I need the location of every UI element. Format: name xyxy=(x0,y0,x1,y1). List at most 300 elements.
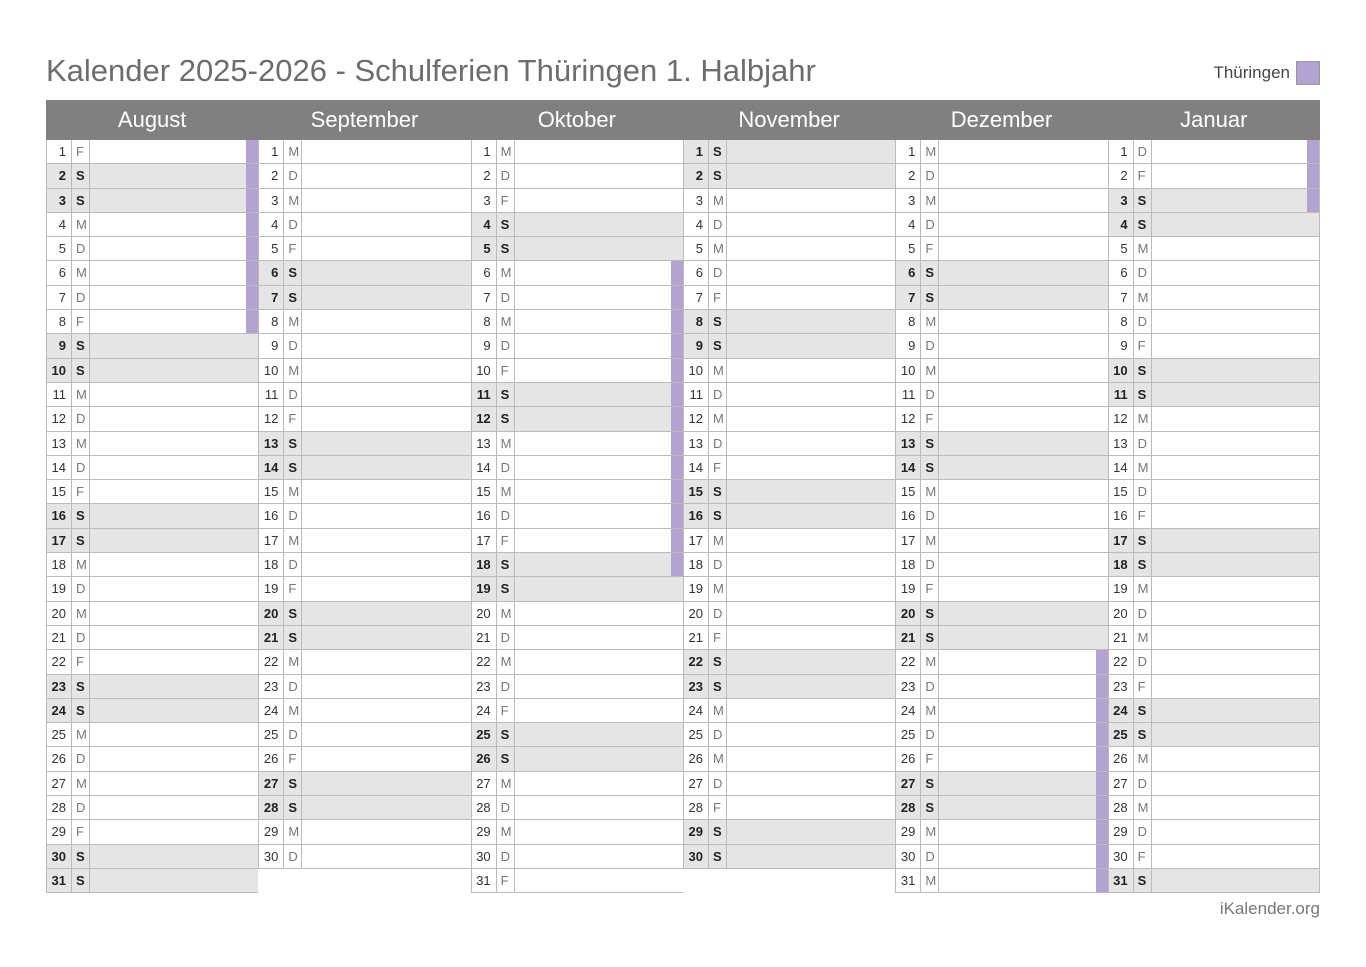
weekday-letter: M xyxy=(1134,407,1152,430)
day-row xyxy=(258,189,470,213)
day-row xyxy=(895,626,1107,650)
day-row xyxy=(46,796,258,820)
day-number: 13 xyxy=(47,432,72,455)
weekday-letter: M xyxy=(709,699,727,722)
day-note-cell xyxy=(515,480,683,503)
day-note-cell xyxy=(1152,650,1319,673)
weekday-letter: M xyxy=(497,261,515,284)
weekday-letter: M xyxy=(709,577,727,600)
day-note-cell xyxy=(90,359,258,382)
day-row xyxy=(895,553,1107,577)
weekday-letter: F xyxy=(709,796,727,819)
day-row xyxy=(1108,723,1320,747)
weekday-letter: D xyxy=(284,334,302,357)
day-number: 1 xyxy=(472,140,497,163)
day-number: 24 xyxy=(47,699,72,722)
day-row xyxy=(471,577,683,601)
day-note-cell xyxy=(939,675,1107,698)
day-number: 21 xyxy=(47,626,72,649)
weekday-letter: S xyxy=(709,820,727,843)
weekday-letter: F xyxy=(72,480,90,503)
day-row xyxy=(683,650,895,674)
day-number: 15 xyxy=(1109,480,1134,503)
weekday-letter: M xyxy=(284,140,302,163)
day-note-cell xyxy=(90,723,258,746)
day-note-cell xyxy=(727,845,895,868)
weekday-letter: M xyxy=(284,359,302,382)
day-number: 17 xyxy=(896,529,921,552)
day-row xyxy=(471,286,683,310)
day-row xyxy=(46,699,258,723)
weekday-letter: D xyxy=(1134,140,1152,163)
day-note-cell xyxy=(302,723,470,746)
day-note-cell xyxy=(515,675,683,698)
day-note-cell xyxy=(90,529,258,552)
weekday-letter: M xyxy=(284,189,302,212)
weekday-letter: S xyxy=(72,675,90,698)
day-row xyxy=(258,140,470,164)
day-row xyxy=(895,796,1107,820)
weekday-letter: F xyxy=(497,529,515,552)
day-row xyxy=(1108,747,1320,771)
weekday-letter: S xyxy=(709,650,727,673)
day-row xyxy=(471,796,683,820)
day-number: 1 xyxy=(259,140,284,163)
day-note-cell xyxy=(302,286,470,309)
weekday-letter: F xyxy=(921,747,939,770)
day-note-cell xyxy=(1152,504,1319,527)
weekday-letter: D xyxy=(1134,310,1152,333)
day-row xyxy=(895,359,1107,383)
day-row xyxy=(258,164,470,188)
day-note-cell xyxy=(939,359,1107,382)
day-note-cell xyxy=(1152,480,1319,503)
day-number: 13 xyxy=(684,432,709,455)
day-number: 18 xyxy=(896,553,921,576)
day-row xyxy=(258,286,470,310)
day-number: 20 xyxy=(47,602,72,625)
day-row xyxy=(1108,820,1320,844)
day-number: 6 xyxy=(47,261,72,284)
day-row xyxy=(46,213,258,237)
day-number: 21 xyxy=(259,626,284,649)
footer-credit: iKalender.org xyxy=(1219,899,1320,918)
day-number: 14 xyxy=(472,456,497,479)
weekday-letter: S xyxy=(284,602,302,625)
month-header: August xyxy=(117,107,187,132)
weekday-letter: M xyxy=(921,529,939,552)
day-number: 29 xyxy=(259,820,284,843)
day-number: 7 xyxy=(472,286,497,309)
day-number: 29 xyxy=(896,820,921,843)
month-header-row xyxy=(46,100,1320,140)
day-row xyxy=(471,359,683,383)
day-row xyxy=(471,310,683,334)
day-note-cell xyxy=(939,553,1107,576)
day-note-cell xyxy=(302,310,470,333)
day-note-cell xyxy=(939,845,1107,868)
day-number: 31 xyxy=(472,869,497,892)
day-row xyxy=(1108,456,1320,480)
weekday-letter: S xyxy=(497,577,515,600)
day-row xyxy=(46,164,258,188)
day-note-cell xyxy=(515,383,683,406)
day-row xyxy=(683,699,895,723)
day-number: 13 xyxy=(1109,432,1134,455)
day-number: 20 xyxy=(896,602,921,625)
day-note-cell xyxy=(90,286,258,309)
day-note-cell xyxy=(939,602,1107,625)
day-number: 27 xyxy=(259,772,284,795)
day-note-cell xyxy=(302,456,470,479)
day-number: 28 xyxy=(1109,796,1134,819)
day-number: 22 xyxy=(47,650,72,673)
day-row xyxy=(895,650,1107,674)
day-note-cell xyxy=(302,796,470,819)
day-number: 31 xyxy=(896,869,921,892)
day-row xyxy=(683,334,895,358)
weekday-letter: S xyxy=(497,407,515,430)
weekday-letter: M xyxy=(1134,286,1152,309)
day-row xyxy=(258,577,470,601)
day-number: 14 xyxy=(684,456,709,479)
day-row xyxy=(258,334,470,358)
day-note-cell xyxy=(302,699,470,722)
day-note-cell xyxy=(1152,796,1319,819)
day-row xyxy=(471,383,683,407)
day-number: 13 xyxy=(259,432,284,455)
day-number: 1 xyxy=(1109,140,1134,163)
day-row xyxy=(258,310,470,334)
weekday-letter: S xyxy=(497,747,515,770)
day-note-cell xyxy=(727,504,895,527)
day-row xyxy=(895,480,1107,504)
day-row xyxy=(1108,796,1320,820)
day-row xyxy=(471,747,683,771)
day-row xyxy=(1108,602,1320,626)
day-row xyxy=(258,699,470,723)
month-header: Dezember xyxy=(950,107,1053,132)
weekday-letter: D xyxy=(1134,480,1152,503)
day-note-cell xyxy=(727,626,895,649)
day-note-cell xyxy=(515,213,683,236)
day-number: 16 xyxy=(1109,504,1134,527)
day-row xyxy=(258,675,470,699)
day-row xyxy=(895,577,1107,601)
day-row xyxy=(258,383,470,407)
day-row xyxy=(471,432,683,456)
calendar xyxy=(46,100,1320,893)
day-number: 2 xyxy=(259,164,284,187)
weekday-letter: S xyxy=(72,334,90,357)
day-note-cell xyxy=(90,626,258,649)
day-row xyxy=(683,723,895,747)
day-number: 4 xyxy=(472,213,497,236)
day-row xyxy=(1108,334,1320,358)
day-note-cell xyxy=(727,213,895,236)
day-row xyxy=(471,164,683,188)
day-row xyxy=(258,796,470,820)
weekday-letter: F xyxy=(72,140,90,163)
day-number: 24 xyxy=(259,699,284,722)
day-note-cell xyxy=(515,286,683,309)
weekday-letter: D xyxy=(709,772,727,795)
day-note-cell xyxy=(515,334,683,357)
day-number: 10 xyxy=(684,359,709,382)
day-number: 30 xyxy=(259,845,284,868)
day-note-cell xyxy=(939,723,1107,746)
day-note-cell xyxy=(515,577,683,600)
weekday-letter: M xyxy=(921,359,939,382)
day-row xyxy=(471,602,683,626)
weekday-letter: S xyxy=(284,261,302,284)
day-row xyxy=(1108,577,1320,601)
day-note-cell xyxy=(302,261,470,284)
weekday-letter: S xyxy=(709,164,727,187)
day-row xyxy=(258,504,470,528)
weekday-letter: M xyxy=(921,310,939,333)
day-number: 25 xyxy=(472,723,497,746)
weekday-letter: D xyxy=(921,723,939,746)
weekday-letter: S xyxy=(497,383,515,406)
day-number: 23 xyxy=(47,675,72,698)
weekday-letter: S xyxy=(497,553,515,576)
day-number: 25 xyxy=(47,723,72,746)
day-note-cell xyxy=(515,796,683,819)
weekday-letter: F xyxy=(497,189,515,212)
day-note-cell xyxy=(727,820,895,843)
day-row xyxy=(471,456,683,480)
weekday-letter: M xyxy=(497,650,515,673)
day-number: 4 xyxy=(47,213,72,236)
day-number: 6 xyxy=(259,261,284,284)
legend xyxy=(1213,60,1320,86)
day-number: 14 xyxy=(896,456,921,479)
day-number: 22 xyxy=(1109,650,1134,673)
day-number: 26 xyxy=(896,747,921,770)
day-note-cell xyxy=(939,796,1107,819)
day-note-cell xyxy=(939,164,1107,187)
weekday-letter: S xyxy=(284,286,302,309)
day-number: 19 xyxy=(896,577,921,600)
day-number: 18 xyxy=(1109,553,1134,576)
day-row xyxy=(895,747,1107,771)
weekday-letter: D xyxy=(497,456,515,479)
day-row xyxy=(471,407,683,431)
day-number: 20 xyxy=(684,602,709,625)
day-number: 11 xyxy=(259,383,284,406)
weekday-letter: M xyxy=(709,189,727,212)
day-row xyxy=(471,189,683,213)
weekday-letter: S xyxy=(1134,213,1152,236)
day-note-cell xyxy=(939,334,1107,357)
weekday-letter: D xyxy=(709,383,727,406)
day-note-cell xyxy=(90,261,258,284)
weekday-letter: D xyxy=(921,334,939,357)
day-row xyxy=(46,261,258,285)
day-note-cell xyxy=(727,553,895,576)
day-number: 22 xyxy=(684,650,709,673)
day-number: 25 xyxy=(896,723,921,746)
day-row xyxy=(895,286,1107,310)
day-row xyxy=(683,359,895,383)
weekday-letter: F xyxy=(497,359,515,382)
day-note-cell xyxy=(939,650,1107,673)
day-number: 4 xyxy=(259,213,284,236)
day-row xyxy=(895,432,1107,456)
day-row xyxy=(258,650,470,674)
day-number: 15 xyxy=(259,480,284,503)
day-number: 20 xyxy=(1109,602,1134,625)
day-number: 24 xyxy=(684,699,709,722)
day-note-cell xyxy=(515,164,683,187)
day-number: 18 xyxy=(472,553,497,576)
day-row xyxy=(471,650,683,674)
day-note-cell xyxy=(727,772,895,795)
day-number: 29 xyxy=(1109,820,1134,843)
day-note-cell xyxy=(515,699,683,722)
day-note-cell xyxy=(727,602,895,625)
day-row xyxy=(895,772,1107,796)
day-note-cell xyxy=(727,699,895,722)
weekday-letter: S xyxy=(72,359,90,382)
day-number: 6 xyxy=(472,261,497,284)
weekday-letter: F xyxy=(1134,504,1152,527)
day-number: 5 xyxy=(259,237,284,260)
weekday-letter: D xyxy=(497,675,515,698)
weekday-letter: F xyxy=(497,869,515,892)
day-number: 28 xyxy=(896,796,921,819)
day-number: 23 xyxy=(1109,675,1134,698)
weekday-letter: S xyxy=(1134,189,1152,212)
weekday-letter: S xyxy=(72,164,90,187)
day-note-cell xyxy=(90,796,258,819)
day-note-cell xyxy=(90,772,258,795)
day-note-cell xyxy=(90,407,258,430)
day-row xyxy=(683,796,895,820)
day-row xyxy=(683,675,895,699)
weekday-letter: S xyxy=(72,529,90,552)
day-number: 30 xyxy=(472,845,497,868)
day-note-cell xyxy=(1152,140,1319,163)
day-row xyxy=(471,626,683,650)
weekday-letter: M xyxy=(497,432,515,455)
day-number: 6 xyxy=(896,261,921,284)
day-number: 7 xyxy=(47,286,72,309)
day-note-cell xyxy=(302,140,470,163)
day-note-cell xyxy=(302,602,470,625)
weekday-letter: D xyxy=(921,553,939,576)
day-note-cell xyxy=(302,334,470,357)
month-header: Januar xyxy=(1180,107,1248,132)
weekday-letter: M xyxy=(709,529,727,552)
day-row xyxy=(683,213,895,237)
day-note-cell xyxy=(1152,845,1319,868)
day-number: 12 xyxy=(472,407,497,430)
day-number: 15 xyxy=(47,480,72,503)
day-row xyxy=(683,407,895,431)
day-number: 6 xyxy=(684,261,709,284)
day-row xyxy=(258,480,470,504)
day-note-cell xyxy=(727,359,895,382)
day-number: 10 xyxy=(47,359,72,382)
legend-label: Thüringen xyxy=(1213,63,1290,82)
day-note-cell xyxy=(90,310,258,333)
day-note-cell xyxy=(302,577,470,600)
day-note-cell xyxy=(1152,602,1319,625)
day-number: 19 xyxy=(259,577,284,600)
day-note-cell xyxy=(727,164,895,187)
weekday-letter: S xyxy=(284,456,302,479)
day-row xyxy=(258,237,470,261)
day-number: 26 xyxy=(47,747,72,770)
page-title: Kalender 2025-2026 - Schulferien Thüringen 1. Halbjahr xyxy=(46,53,816,88)
day-note-cell xyxy=(939,189,1107,212)
day-row xyxy=(683,237,895,261)
day-row xyxy=(895,869,1107,893)
day-note-cell xyxy=(515,261,683,284)
day-row xyxy=(258,213,470,237)
weekday-letter: D xyxy=(709,602,727,625)
day-note-cell xyxy=(302,675,470,698)
weekday-letter: M xyxy=(72,432,90,455)
day-note-cell xyxy=(1152,164,1319,187)
weekday-letter: F xyxy=(921,237,939,260)
day-row xyxy=(46,553,258,577)
day-number: 28 xyxy=(684,796,709,819)
day-note-cell xyxy=(302,529,470,552)
day-number: 18 xyxy=(259,553,284,576)
day-row xyxy=(1108,699,1320,723)
day-number: 26 xyxy=(472,747,497,770)
day-note-cell xyxy=(727,286,895,309)
weekday-letter: M xyxy=(709,747,727,770)
day-row xyxy=(46,504,258,528)
weekday-letter: F xyxy=(1134,845,1152,868)
month-column xyxy=(471,140,683,893)
weekday-letter: D xyxy=(709,723,727,746)
day-note-cell xyxy=(1152,820,1319,843)
day-note-cell xyxy=(302,164,470,187)
day-number: 16 xyxy=(896,504,921,527)
weekday-letter: S xyxy=(1134,383,1152,406)
day-note-cell xyxy=(302,432,470,455)
day-row xyxy=(471,213,683,237)
weekday-letter: D xyxy=(284,213,302,236)
weekday-letter: M xyxy=(709,407,727,430)
day-row xyxy=(1108,261,1320,285)
day-note-cell xyxy=(727,529,895,552)
day-number: 9 xyxy=(684,334,709,357)
day-row xyxy=(471,529,683,553)
day-number: 14 xyxy=(1109,456,1134,479)
day-number: 7 xyxy=(684,286,709,309)
day-note-cell xyxy=(939,869,1107,892)
weekday-letter: S xyxy=(1134,869,1152,892)
day-note-cell xyxy=(727,334,895,357)
day-number: 12 xyxy=(47,407,72,430)
day-note-cell xyxy=(1152,407,1319,430)
weekday-letter: D xyxy=(709,261,727,284)
day-number: 3 xyxy=(472,189,497,212)
day-note-cell xyxy=(1152,869,1319,892)
day-number: 15 xyxy=(472,480,497,503)
day-row xyxy=(258,723,470,747)
day-number: 9 xyxy=(472,334,497,357)
weekday-letter: D xyxy=(72,577,90,600)
day-number: 7 xyxy=(259,286,284,309)
day-number: 5 xyxy=(896,237,921,260)
